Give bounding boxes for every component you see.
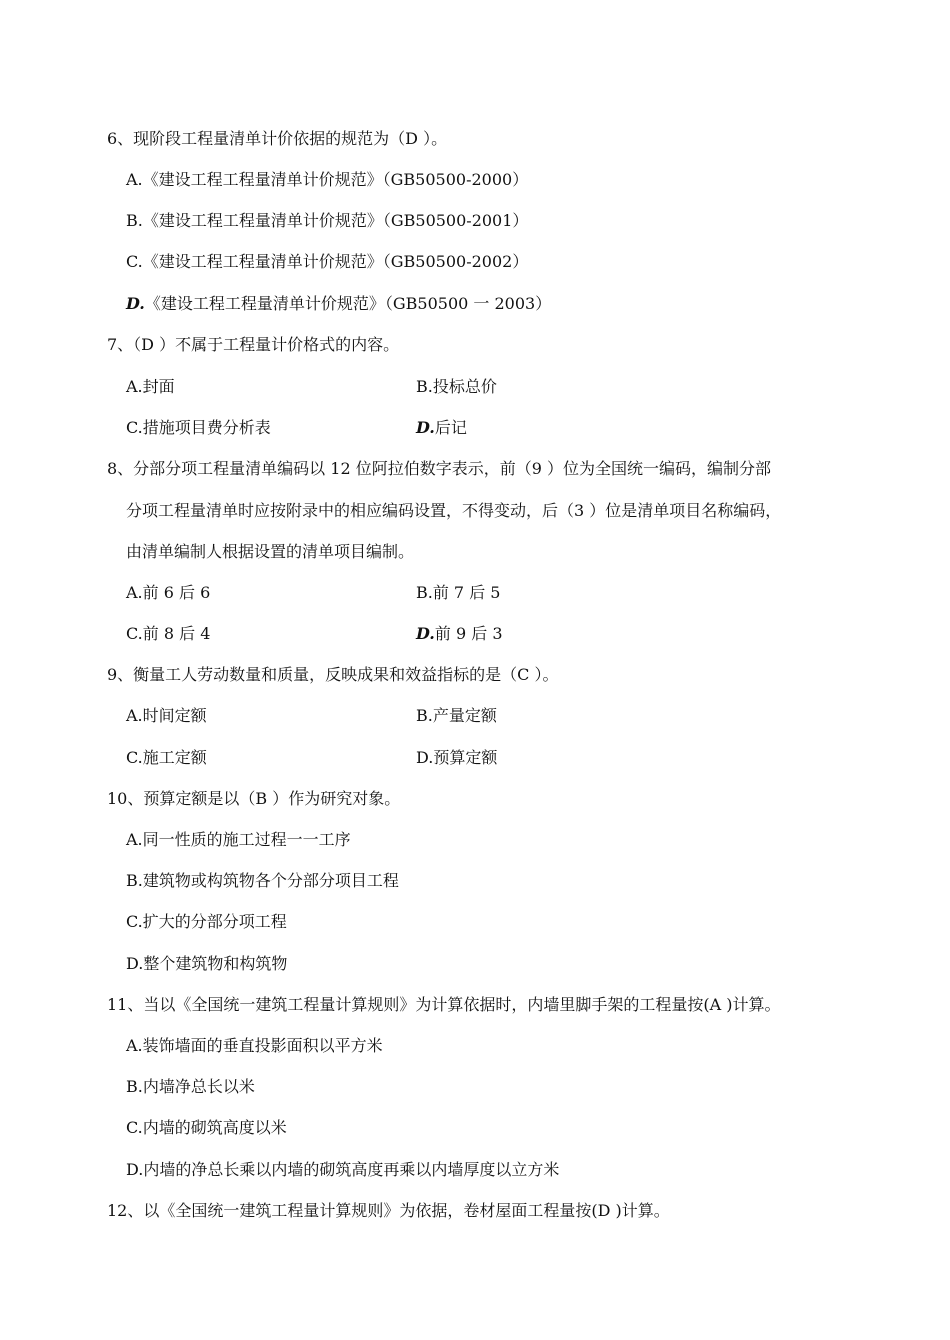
option-letter: C. [126,624,143,643]
option-text: 同一性质的施工过程一一工序 [142,830,351,849]
option-text: 整个建筑物和构筑物 [143,954,288,973]
option-letter: A. [126,377,143,396]
question-9-stem: 9、衡量工人劳动数量和质量，反映成果和效益指标的是（C ）。 [107,665,559,684]
option-text: 内墙的净总长乘以内墙的砌筑高度再乘以内墙厚度以立方米 [143,1160,560,1179]
question-8-option-d [416,623,503,645]
option-text: 施工定额 [142,748,207,767]
question-6-option-a [126,169,528,191]
option-text: 扩大的分部分项工程 [142,912,287,931]
option-text: 时间定额 [142,706,207,725]
question-9-option-b [416,705,497,727]
option-letter: B. [416,583,433,602]
question-11-option-a [126,1035,383,1057]
option-letter: A. [126,706,143,725]
option-text: 《建设工程工程量清单计价规范》（GB50500-2000） [142,170,529,189]
question-6-option-b [126,210,528,232]
question-8-option-a [126,582,210,604]
option-letter: B. [416,706,433,725]
option-text: 建筑物或构筑物各个分部分项目工程 [142,871,399,890]
option-letter: C. [126,418,143,437]
option-text: 产量定额 [432,706,497,725]
option-letter: C. [126,748,143,767]
option-letter: D. [126,294,145,313]
question-9-option-a [126,705,207,727]
question-6-option-c [126,251,528,273]
option-text: 投标总价 [432,377,497,396]
option-letter: B. [126,871,143,890]
option-letter: A. [126,583,143,602]
option-text: 前 8 后 4 [142,624,211,643]
option-letter: C. [126,252,143,271]
option-text: 后记 [434,418,467,437]
option-text: 《建设工程工程量清单计价规范》（GB50500-2002） [142,252,529,271]
question-12-stem: 12、以《全国统一建筑工程量计算规则》为依据，卷材屋面工程量按(D )计算。 [107,1201,670,1220]
question-7-option-d [416,417,467,439]
question-11-option-d [126,1159,559,1181]
question-9-option-d [416,747,497,769]
option-text: 措施项目费分析表 [142,418,271,437]
option-letter: C. [126,1118,143,1137]
option-text: 前 6 后 6 [142,583,211,602]
option-letter: A. [126,1036,143,1055]
option-text: 前 9 后 3 [434,624,503,643]
option-text: 装饰墙面的垂直投影面积以平方米 [142,1036,383,1055]
option-letter: B. [126,1077,143,1096]
option-letter: D. [126,1160,144,1179]
option-text: 内墙的砌筑高度以米 [142,1118,287,1137]
question-8-stem-line-2: 分项工程量清单时应按附录中的相应编码设置，不得变动，后（3 ）位是清单项目名称编码， [126,501,782,520]
question-11-option-b [126,1076,255,1098]
option-text: 预算定额 [433,748,498,767]
question-11-stem: 11、当以《全国统一建筑工程量计算规则》为计算依据时，内墙里脚手架的工程量按(A )计算。 [107,995,781,1014]
question-6-option-d [126,293,551,315]
option-letter: D. [416,624,435,643]
question-10-option-a [126,829,351,851]
option-letter: A. [126,830,143,849]
option-letter: B. [416,377,433,396]
question-6-stem: 6、现阶段工程量清单计价依据的规范为（D ）。 [107,129,448,148]
option-letter: D. [416,418,435,437]
option-letter: A. [126,170,143,189]
question-7-stem: 7、（D ）不属于工程量计价格式的内容。 [107,335,400,354]
option-letter: C. [126,912,143,931]
question-10-option-b [126,870,399,892]
option-text: 《建设工程工程量清单计价规范》（GB50500-2001） [142,211,529,230]
option-text: 内墙净总长以米 [142,1077,255,1096]
option-text: 前 7 后 5 [432,583,501,602]
question-8-stem-line-1: 8、分部分项工程量清单编码以 12 位阿拉伯数字表示，前（9 ）位为全国统一编码，编制分部 [107,459,771,478]
option-text: 《建设工程工程量清单计价规范》（GB50500 一 2003） [144,294,552,313]
option-text: 封面 [142,377,175,396]
question-8-stem-line-3: 由清单编制人根据设置的清单项目编制。 [126,542,415,561]
question-9-option-c [126,747,207,769]
option-letter: D. [126,954,144,973]
question-10-option-d [126,953,287,975]
question-10-stem: 10、预算定额是以（B ）作为研究对象。 [107,789,401,808]
question-8-option-b [416,582,500,604]
question-7-option-b [416,376,497,398]
question-11-option-c [126,1117,287,1139]
option-letter: D. [416,748,434,767]
question-7-option-c [126,417,271,439]
option-letter: B. [126,211,143,230]
question-7-option-a [126,376,175,398]
question-10-option-c [126,911,287,933]
question-8-option-c [126,623,210,645]
